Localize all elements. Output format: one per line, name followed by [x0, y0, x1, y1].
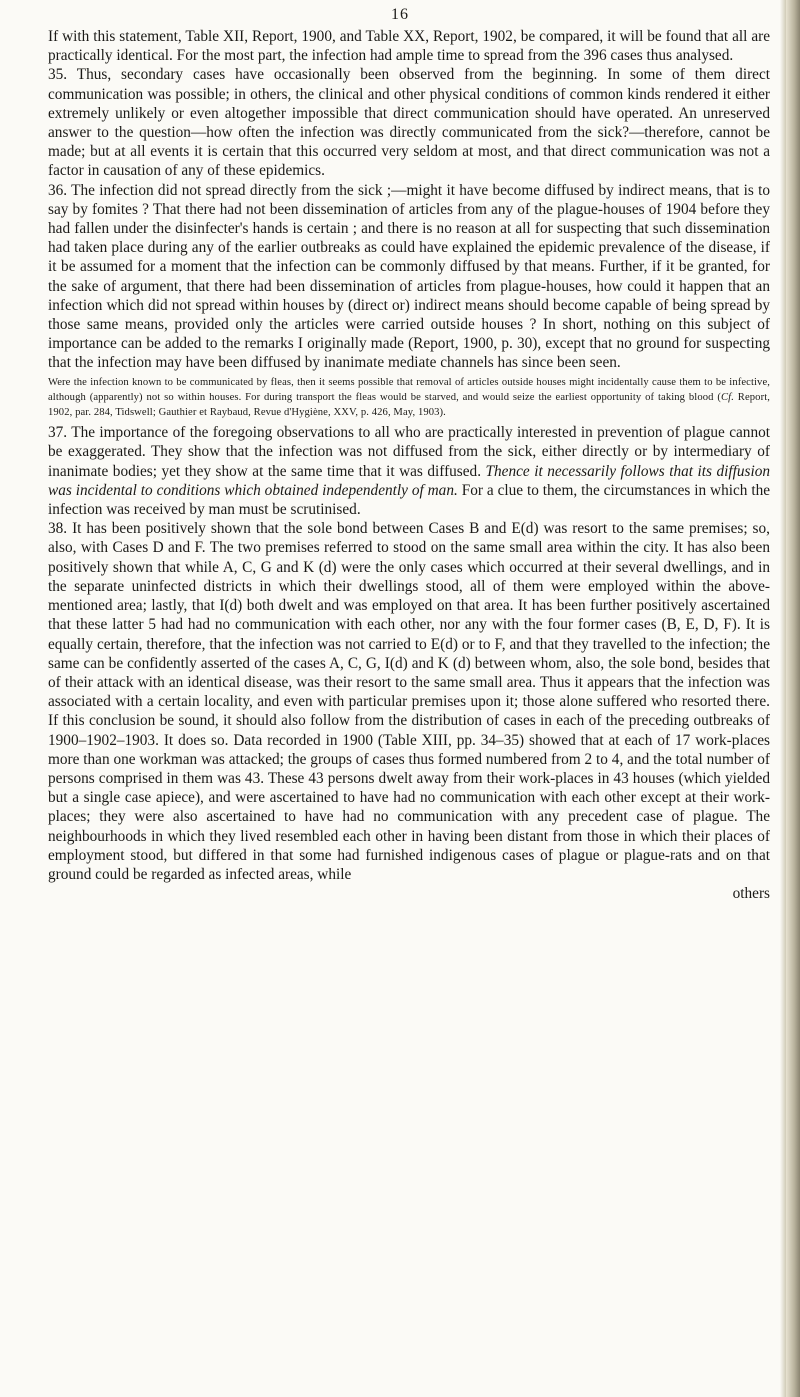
- footnote-cf: Cf.: [721, 391, 734, 403]
- page-edge-shadow: [786, 0, 800, 1397]
- paragraph-35: 35. Thus, secondary cases have occasionally been observed from the beginning. In some of them direct communication was possible; in others, the clinical and other physical conditions of common kinds rendered it either extremely unlikely or even altogether impossible that direct communication should have operated. An unreserved answer to the question—how often the infection was directly communicated from the sick?—therefore, cannot be made; but at all events it is certain that this occurred very seldom at most, and that direct communication was not a factor in causation of any of these epidemics.: [48, 66, 770, 180]
- paragraph-37-text-b: For a clue to them, the circumstances in which the infection was received by man must be scrutinised.: [48, 481, 771, 519]
- footnote-fleas: [48, 375, 770, 421]
- catchword: others: [732, 885, 770, 903]
- paragraph-36: 36. The infection did not spread directly from the sick ;—might it have become diffused by indirect means, that is to say by fomites ? That there had not been dissemination of articles from any of the plague-houses of 1904 before they had fallen under the disinfecter's hands is certain ; and there is no reason at all for suspecting that such dissemination had taken place during any of the earlier outbreaks as could have explained the epidemic prevalence of the disease, if it be assumed for a moment that the infection can be commonly diffused by that means. Further, if it be granted, for the sake of argument, that there had been dissemination of articles from plague-houses, how could it happen that an infection which did not spread within houses by (direct or) indirect means should become capable of being spread by those same means, provided only the articles were carried outside houses ? In short, nothing on this subject of importance can be added to the remarks I originally made (Report, 1900, p. 30), except that no ground for suspecting that the infection may have been diffused by inanimate mediate channels has since been seen.: [48, 181, 770, 372]
- paragraph-37-text-a: 37. The importance of the foregoing observations to all who are practically interested in prevention of plague cannot be exaggerated. They show that the infection was not diffused from the sick, either directly or by intermediary of inanimate bodies; yet they show at the same time that it was diffused.: [48, 424, 770, 480]
- paragraph-37: [48, 423, 770, 519]
- paragraph-34-continued: If with this statement, Table XII, Report, 1900, and Table XX, Report, 1902, be compared, it will be found that all are practically identical. For the most part, the infection had ample time to spread from the 396 cases thus analysed.: [48, 28, 770, 65]
- page-number: 16: [391, 6, 409, 23]
- page-body: [48, 27, 770, 903]
- paragraph-37-emphasis: Thence it necessarily follows that its diffusion was incidental to conditions which obtained independently of man.: [48, 462, 770, 499]
- footnote-text-b: Report, 1902, par. 284, Tidswell; Gauthier et Raybaud, Revue d'Hygiène, XXV, p. 426, May, 1903).: [48, 391, 770, 419]
- footnote-text-a: Were the infection known to be communicated by fleas, then it seems possible that removal of articles outside houses might incidentally cause them to be infective, although (apparently) not so within houses. For during transport the fleas would be starved, and would seize the earliest opportunity of taking blood (: [48, 376, 770, 403]
- paragraph-38: 38. It has been positively shown that the sole bond between Cases B and E(d) was resort to the same premises; so, also, with Cases D and F. The two premises referred to stood on the same small area within the city. It has also been positively shown that while A, C, G and K (d) were the only cases which occurred at their several dwellings, and in the separate uninfected districts in which their dwellings stood, all of them were employed within the above-mentioned area; lastly, that I(d) both dwelt and was employed on that area. It has been further positively ascertained that these latter 5 had had no communication with each other, nor any with the four former cases (B, E, D, F). It is equally certain, therefore, that the infection was not carried to E(d) or to F, and that they travelled to the infection; the same can be confidently asserted of the cases A, C, G, I(d) and K (d) between whom, also, the sole bond, besides that of their attack with an identical disease, was their resort to the same small area. Thus it appears that the infection was associated with a certain locality, and even with particular premises upon it; those alone suffered who resorted there. If this conclusion be sound, it should also follow from the distribution of cases in each of the preceding outbreaks of 1900–1902–1903. It does so. Data recorded in 1900 (Table XIII, pp. 34–35) showed that at each of 17 work-places more than one workman was attacked; the groups of cases thus formed numbered from 2 to 4, and the total number of persons comprised in them was 43. These 43 persons dwelt away from their work-places in 43 houses (which yielded but a single case apiece), and were ascertained to have had no communication with each other except at their work-places; they were also ascertained to have had no communication with any precedent case of plague. The neighbourhoods in which they lived resembled each other in having been distant from those in which their places of employment stood, but differed in that some had furnished indigenous cases of plague or plague-rats and on that ground could be regarded as infected areas, while: [48, 520, 770, 883]
